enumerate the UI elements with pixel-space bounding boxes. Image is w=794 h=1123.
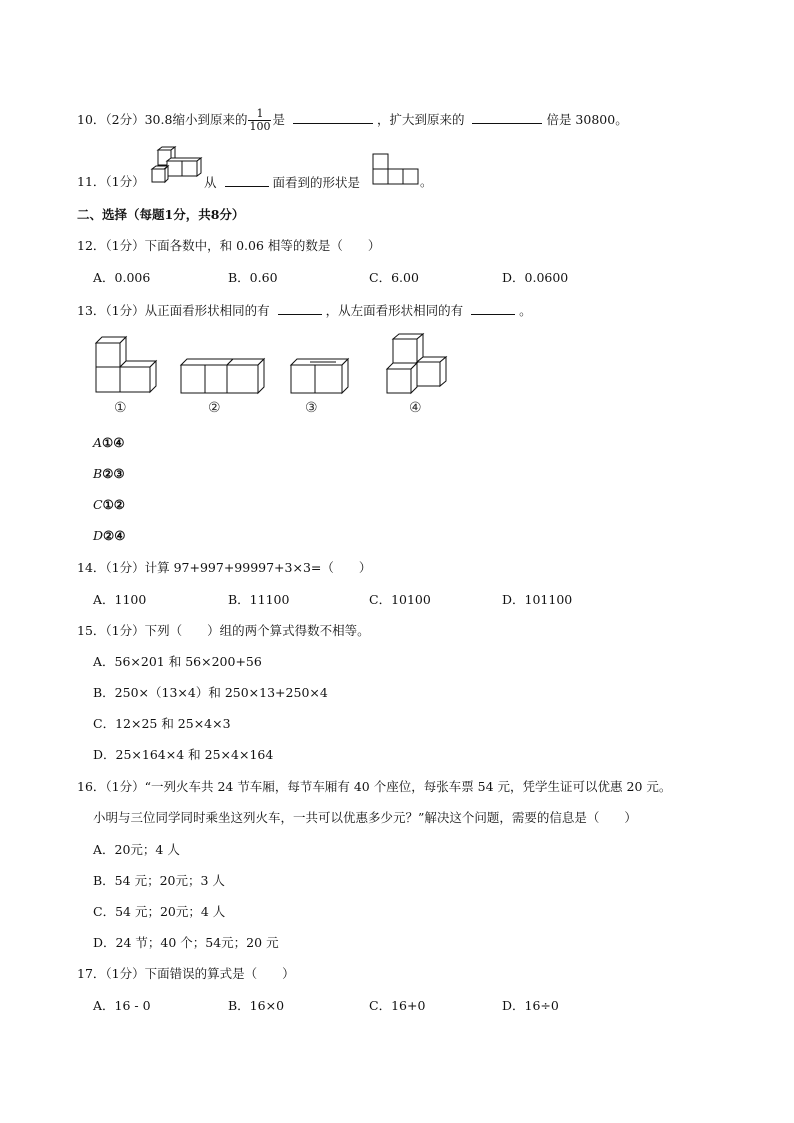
fraction <box>248 108 271 133</box>
answer-blank[interactable] <box>293 111 373 124</box>
q12-option-b[interactable]: B．0.60 <box>228 270 278 285</box>
q10-mid1: 是 <box>272 112 285 127</box>
question-16-stem-line2: 小明与三位同学同时乘坐这列火车，一共可以优惠多少元？”解决这个问题，需要的信息是（ ） <box>93 810 637 825</box>
option-letter: C <box>93 497 103 512</box>
q13-stem-end: 。 <box>519 303 532 318</box>
option-letter: A <box>93 435 103 450</box>
q10-tail: 倍是 30800。 <box>546 112 628 127</box>
q15-option-b[interactable]: B．250×（13×4）和 250×13+250×4 <box>93 685 328 700</box>
q15-option-d[interactable]: D．25×164×4 和 25×4×164 <box>93 747 274 762</box>
option-value: ②③ <box>102 466 125 481</box>
q12-option-a[interactable]: A．0.006 <box>93 270 151 285</box>
q16-option-d[interactable]: D．24 节；40 个；54元；20 元 <box>93 935 279 950</box>
q15-option-c[interactable]: C．12×25 和 25×4×3 <box>93 716 231 731</box>
q10-mid2: ，扩大到原来的 <box>376 112 465 127</box>
figure-label-1: ① <box>114 400 127 416</box>
option-letter: D <box>93 528 104 543</box>
q11-solid-figure <box>150 147 204 185</box>
q14-option-b[interactable]: B．11100 <box>228 592 290 607</box>
q16-option-a[interactable]: A．20元；4 人 <box>93 842 180 857</box>
q13-figure-1 <box>95 335 157 395</box>
answer-blank[interactable] <box>472 111 542 124</box>
q11-view-shape <box>372 153 420 185</box>
question-10 <box>77 108 628 133</box>
q12-option-c[interactable]: C．6.00 <box>369 270 419 285</box>
q11-tail: 面看到的形状是 <box>272 175 361 190</box>
option-value: ②④ <box>103 528 126 543</box>
figure-label-4: ④ <box>409 400 422 416</box>
q14-option-a[interactable]: A．1100 <box>93 592 147 607</box>
q17-option-b[interactable]: B．16×0 <box>228 998 285 1013</box>
figure-label-2: ② <box>208 400 221 416</box>
q13-option-b[interactable] <box>93 466 125 482</box>
q13-option-a[interactable] <box>93 435 124 451</box>
question-13-stem <box>77 302 532 319</box>
figure-label-3: ③ <box>305 400 318 416</box>
q17-option-c[interactable]: C．16+0 <box>369 998 426 1013</box>
option-value: ①④ <box>102 435 125 450</box>
question-17-stem: 17．（1分）下面错误的算式是（ ） <box>77 966 295 981</box>
section-title: 二、选择（每题1分，共8分） <box>77 207 245 222</box>
q11-mid: 从 <box>204 175 217 190</box>
q10-lead: 10．（2分）30.8缩小到原来的 <box>77 112 248 127</box>
question-14-stem: 14．（1分）计算 97+997+99997+3×3=（ ） <box>77 560 372 575</box>
q17-option-a[interactable]: A．16 - 0 <box>93 998 151 1013</box>
fraction-numerator: 1 <box>248 108 271 121</box>
question-15-stem: 15．（1分）下列（ ）组的两个算式得数不相等。 <box>77 623 370 638</box>
q13-option-c[interactable] <box>93 497 125 513</box>
q13-figure-2 <box>180 356 265 394</box>
question-11 <box>77 174 145 190</box>
q13-figure-4 <box>386 333 448 395</box>
q16-option-b[interactable]: B．54 元；20元；3 人 <box>93 873 225 888</box>
q16-option-c[interactable]: C．54 元；20元；4 人 <box>93 904 226 919</box>
option-letter: B <box>93 466 103 481</box>
q12-option-d[interactable]: D．0.0600 <box>502 270 569 285</box>
answer-blank[interactable] <box>225 174 269 187</box>
q17-option-d[interactable]: D．16÷0 <box>502 998 559 1013</box>
question-16-stem-line1: 16．（1分）“一列火车共 24 节车厢，每节车厢有 40 个座位，每张车票 54 元，凭学生证可以优惠 20 元。 <box>77 779 672 794</box>
q13-figure-3 <box>290 356 350 394</box>
answer-blank[interactable] <box>278 302 322 315</box>
question-12-stem: 12．（1分）下面各数中，和 0.06 相等的数是（ ） <box>77 238 381 253</box>
q15-option-a[interactable]: A．56×201 和 56×200+56 <box>93 654 262 669</box>
q14-option-d[interactable]: D．101100 <box>502 592 573 607</box>
q13-stem-a: 13．（1分）从正面看形状相同的有 <box>77 303 270 318</box>
option-value: ①② <box>102 497 125 512</box>
q11-end: 。 <box>420 174 433 189</box>
q13-stem-b: ，从左面看形状相同的有 <box>325 303 464 318</box>
fraction-denominator: 100 <box>249 120 271 133</box>
q14-option-c[interactable]: C．10100 <box>369 592 431 607</box>
q13-option-d[interactable] <box>93 528 125 544</box>
q11-lead: 11．（1分） <box>77 174 145 189</box>
q11-text <box>204 174 360 191</box>
answer-blank[interactable] <box>471 302 515 315</box>
